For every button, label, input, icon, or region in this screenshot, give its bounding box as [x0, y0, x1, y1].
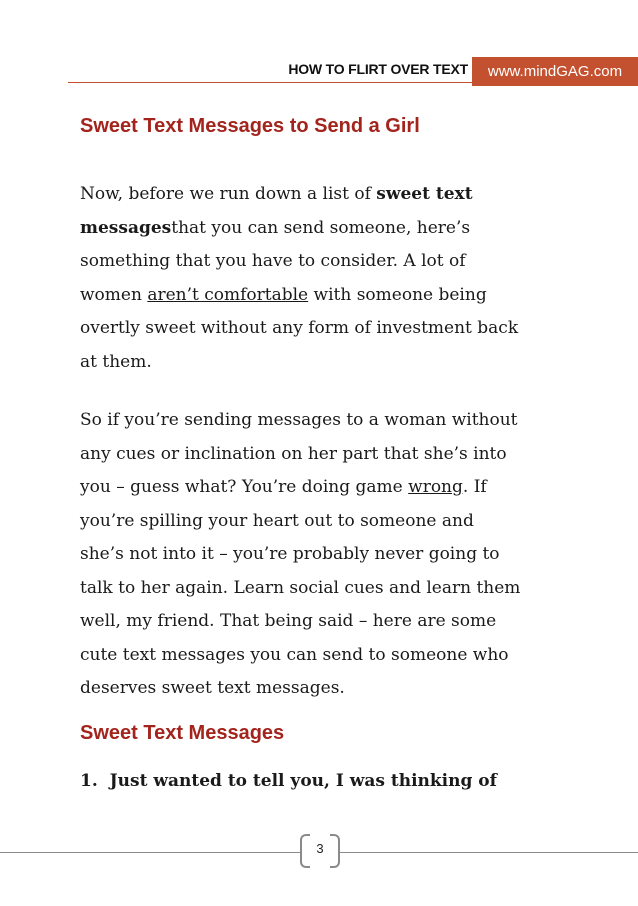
list-item-text: Just wanted to tell you, I was thinking of: [109, 771, 497, 791]
header-title: HOW TO FLIRT OVER TEXT: [288, 61, 468, 77]
list-item-number: 1.: [80, 771, 98, 791]
section-heading-sweet-text-messages: Sweet Text Messages: [80, 722, 285, 744]
emphasis-link: aren’t comfortable: [147, 284, 309, 305]
footer-rule-left: [0, 852, 300, 853]
section-heading-sweet-text-messages-to-send: Sweet Text Messages to Send a Girl: [80, 115, 420, 137]
paragraph-advice: So if you’re sending messages to a woman without any cues or inclination on her part that she’s into you – guess what? You’re doing game wrong. If you’re spilling your heart out to someone and she’s not into it – you’re probably never going to talk to her again. Learn social cues and learn them well, my friend. That being said – here are some cute text messages you can send to someone who deserves sweet text messages.: [80, 410, 521, 698]
page-number: 3: [316, 841, 324, 856]
page-number-bracket-right: [330, 834, 340, 868]
emphasis-link: wrong: [408, 477, 463, 497]
page-number-bracket-left: [300, 834, 310, 868]
footer-rule-right: [340, 852, 638, 853]
header-rule: [68, 82, 472, 83]
list-item: [80, 771, 497, 791]
paragraph-intro: Now, before we run down a list of sweet text messagesthat you can send someone, here’s something that you have to consider. A lot of women aren’t comfortable with someone being overtly sweet without any form of investment back at them.: [80, 184, 519, 372]
page-header: [0, 57, 638, 87]
header-url-badge: www.mindGAG.com: [472, 57, 638, 86]
